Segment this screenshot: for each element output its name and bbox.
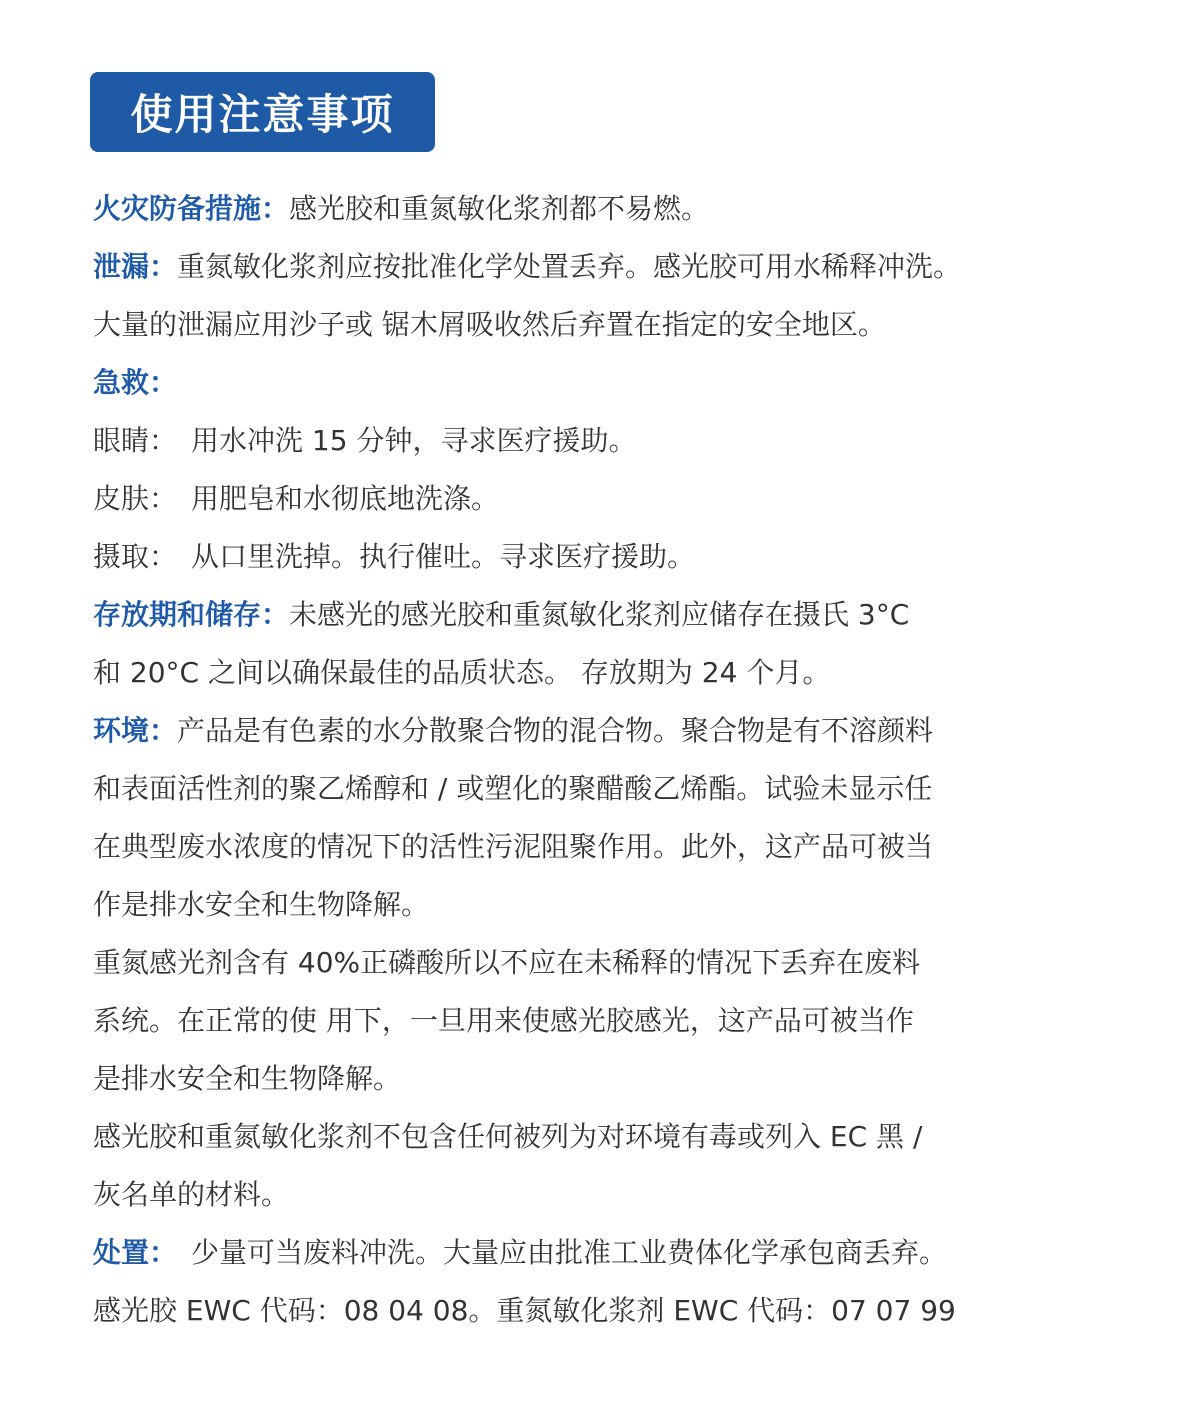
environment-line-6 <box>93 1001 914 1041</box>
spill-label: 泄漏： <box>93 250 178 283</box>
environment-line-9 <box>93 1175 289 1215</box>
storage-text-2: 和 20°C 之间以确保最佳的品质状态。 存放期为 24 个月。 <box>93 656 831 689</box>
first-aid-eyes-line <box>93 421 636 461</box>
storage-line-1 <box>93 595 909 635</box>
ingestion-label: 摄取： <box>93 540 178 573</box>
environment-label: 环境： <box>93 714 178 747</box>
spill-line-1 <box>93 247 961 287</box>
fire-precaution-line <box>93 189 709 229</box>
first-aid-heading <box>93 363 177 403</box>
environment-text-7: 是排水安全和生物降解。 <box>93 1062 402 1095</box>
environment-line-3 <box>93 827 933 867</box>
fire-label: 火灾防备措施： <box>93 192 290 225</box>
eyes-text: 用水冲洗 15 分钟，寻求医疗援助。 <box>191 424 637 457</box>
skin-label: 皮肤： <box>93 482 178 515</box>
spill-text-2: 大量的泄漏应用沙子或 锯木屑吸收然后弃置在指定的安全地区。 <box>93 308 886 341</box>
environment-line-4 <box>93 885 429 925</box>
first-aid-skin-line <box>93 479 499 519</box>
storage-text-1: 未感光的感光胶和重氮敏化浆剂应储存在摄氏 3°C <box>289 598 910 631</box>
environment-line-8 <box>93 1117 922 1157</box>
spill-text-1: 重氮敏化浆剂应按批准化学处置丢弃。感光胶可用水稀释冲洗。 <box>177 250 962 283</box>
ingestion-text: 从口里洗掉。执行催吐。寻求医疗援助。 <box>191 540 696 573</box>
environment-text-6: 系统。在正常的使 用下，一旦用来使感光胶感光，这产品可被当作 <box>93 1004 914 1037</box>
storage-line-2 <box>93 653 830 693</box>
disposal-text-1: 少量可当废料冲洗。大量应由批准工业费体化学承包商丢弃。 <box>191 1236 948 1269</box>
fire-text: 感光胶和重氮敏化浆剂都不易燃。 <box>289 192 710 225</box>
page-title: 使用注意事项 <box>130 90 395 139</box>
environment-line-5 <box>93 943 920 983</box>
title-badge <box>90 72 435 152</box>
environment-text-3: 在典型废水浓度的情况下的活性污泥阻聚作用。此外，这产品可被当 <box>93 830 934 863</box>
environment-line-2 <box>93 769 932 809</box>
eyes-label: 眼睛： <box>93 424 178 457</box>
first-aid-ingestion-line <box>93 537 695 577</box>
environment-line-1 <box>93 711 933 751</box>
environment-text-8: 感光胶和重氮敏化浆剂不包含任何被列为对环境有毒或列入 EC 黑 / <box>93 1120 923 1153</box>
storage-label: 存放期和储存： <box>93 598 290 631</box>
environment-text-2: 和表面活性剂的聚乙烯醇和 / 或塑化的聚醋酸乙烯酯。试验未显示任 <box>93 772 933 805</box>
disposal-text-2: 感光胶 EWC 代码：08 04 08。重氮敏化浆剂 EWC 代码：07 07 99 <box>93 1294 956 1327</box>
disposal-line-1 <box>93 1233 947 1273</box>
skin-text: 用肥皂和水彻底地洗涤。 <box>191 482 500 515</box>
environment-line-7 <box>93 1059 401 1099</box>
spill-line-2 <box>93 305 886 345</box>
disposal-label: 处置： <box>93 1236 178 1269</box>
environment-text-4: 作是排水安全和生物降解。 <box>93 888 430 921</box>
environment-text-1: 产品是有色素的水分散聚合物的混合物。聚合物是有不溶颜料 <box>177 714 934 747</box>
disposal-line-2 <box>93 1291 956 1331</box>
environment-text-5: 重氮感光剂含有 40%正磷酸所以不应在未稀释的情况下丢弃在废料 <box>93 946 921 979</box>
environment-text-9: 灰名单的材料。 <box>93 1178 290 1211</box>
first-aid-label: 急救： <box>93 366 178 399</box>
